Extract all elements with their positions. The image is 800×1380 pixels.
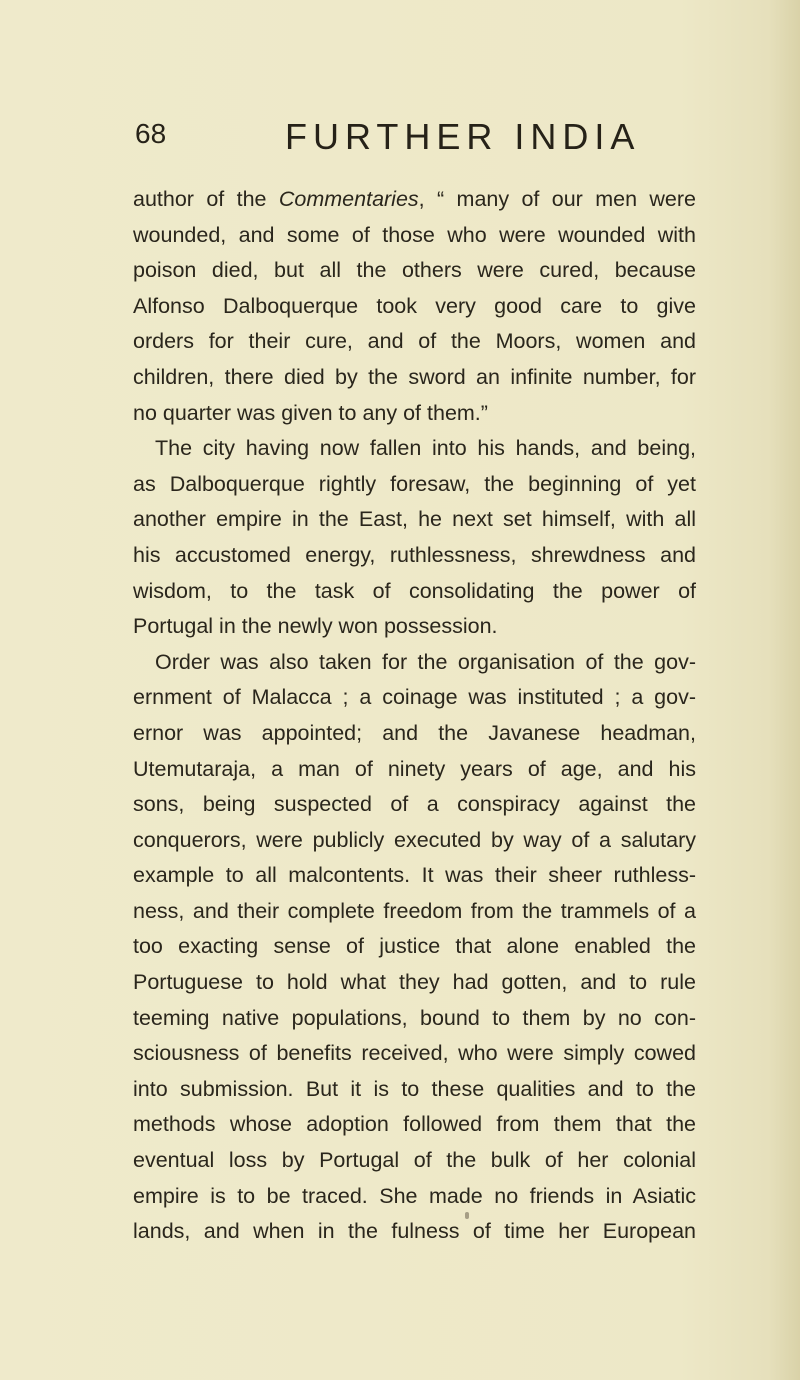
text-line: his accustomed energy, ruthlessness, shrewdness and — [133, 542, 696, 567]
text-line: as Dalboquerque rightly foresaw, the beginning of yet — [133, 471, 696, 496]
text-line: Portugal in the newly won possession. — [133, 614, 498, 639]
text-line: teeming native populations, bound to them by no con- — [133, 1005, 696, 1030]
text-line: ernor was appointed; and the Javanese headman, — [133, 720, 696, 745]
italic-title: Commentaries — [278, 187, 419, 211]
text-line: conquerors, were publicly executed by way of a salutary — [133, 827, 696, 852]
text-line: no quarter was given to any of them.” — [133, 400, 488, 425]
text-line: eventual loss by Portugal of the bulk of her colonial — [133, 1148, 696, 1173]
page-header — [135, 108, 695, 168]
text-line: children, there died by the sword an infinite number, for — [133, 364, 696, 389]
text-line: Alfonso Dalboquerque took very good care to give — [133, 293, 696, 318]
paper-speck — [465, 1212, 469, 1219]
text-line: sciousness of benefits received, who were simply cowed — [133, 1041, 696, 1066]
text-line: example to all malcontents. It was their sheer ruthless- — [133, 863, 696, 888]
text-line: sons, being suspected of a conspiracy against the — [133, 792, 696, 817]
text-line: wisdom, to the task of consolidating the power of — [133, 578, 696, 603]
page-number: 68 — [135, 118, 167, 149]
text-line: too exacting sense of justice that alone enabled the — [133, 934, 696, 959]
text-line: Portuguese to hold what they had gotten, and to rule — [133, 970, 696, 995]
text-line: another empire in the East, he next set himself, with all — [133, 507, 696, 532]
running-title: FURTHER INDIA — [285, 116, 641, 157]
text-line: orders for their cure, and of the Moors, women and — [133, 329, 696, 354]
text-line: wounded, and some of those who were wounded with — [133, 222, 696, 247]
text-line: empire is to be traced. She made no friends in Asiatic — [133, 1183, 696, 1208]
text-line: ness, and their complete freedom from the trammels of a — [133, 898, 696, 923]
text-line: poison died, but all the others were cured, because — [133, 258, 696, 283]
body-text — [133, 182, 696, 1250]
text-line: into submission. But it is to these qualities and to the — [133, 1076, 696, 1101]
text-line: ernment of Malacca ; a coinage was instituted ; a gov- — [133, 685, 696, 710]
paragraph-start-line: The city having now fallen into his hands, and being, — [155, 436, 696, 461]
text-line: methods whose adoption followed from them that the — [133, 1112, 696, 1137]
text-line: lands, and when in the fulness of time her European — [133, 1219, 696, 1244]
paragraph-start-line: Order was also taken for the organisation of the gov- — [155, 649, 696, 674]
text-line: author of the Commentaries, “ many of our men were — [133, 187, 696, 211]
text-line: Utemutaraja, a man of ninety years of age, and his — [133, 756, 696, 781]
